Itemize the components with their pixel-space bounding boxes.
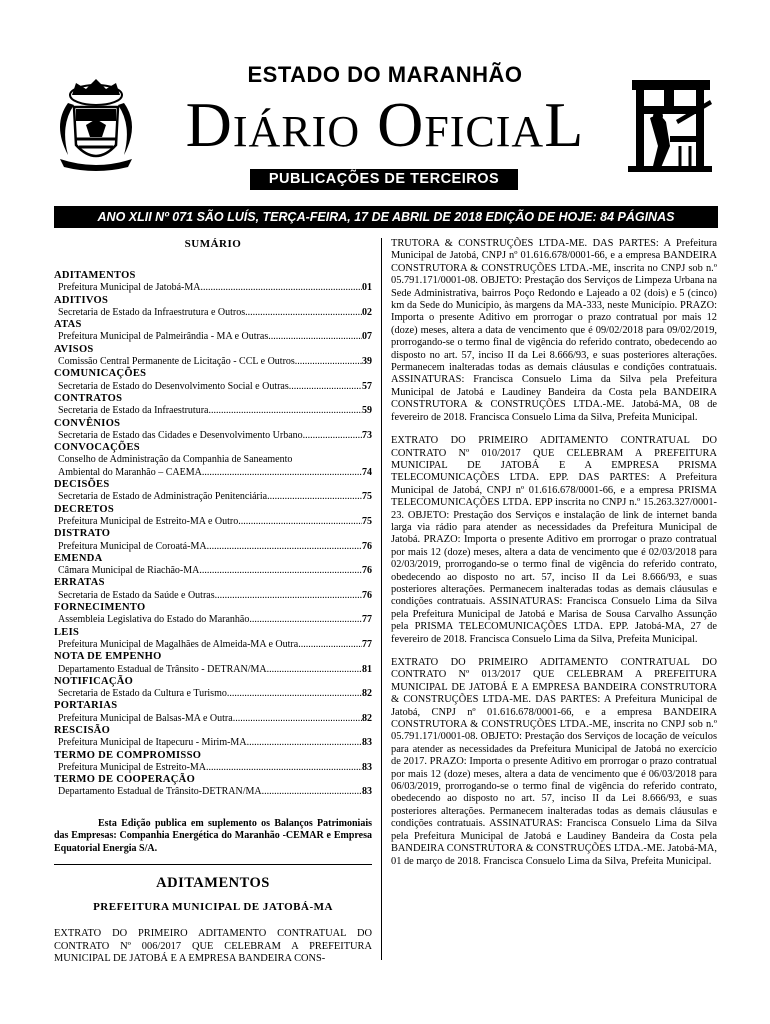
toc-page-number: 74 <box>362 466 372 478</box>
toc-section-title: AVISOS <box>54 343 94 355</box>
toc-leader-dots <box>247 737 362 749</box>
toc-leader-dots <box>215 590 362 602</box>
masthead <box>0 0 770 235</box>
toc-entry[interactable] <box>54 381 372 393</box>
toc-page-number: 76 <box>362 565 372 577</box>
section-heading: ADITAMENTOS <box>156 875 270 892</box>
toc-leader-dots <box>268 331 362 343</box>
toc-page-number: 83 <box>362 737 372 749</box>
toc-section-title: CONVÊNIOS <box>54 417 121 429</box>
toc-entry[interactable] <box>54 713 372 725</box>
toc-entry-text: Prefeitura Municipal de Balsas-MA e Outra <box>58 712 233 724</box>
toc-section-title: RESCISÃO <box>54 724 111 736</box>
toc-entry-text: Prefeitura Municipal de Estreito-MA e Outro <box>58 515 239 527</box>
toc-page-number: 39 <box>362 356 372 368</box>
toc-page-number: 02 <box>362 306 372 318</box>
toc-entry[interactable] <box>54 331 372 343</box>
toc-section-title: TERMO DE COMPROMISSO <box>54 749 202 761</box>
toc-leader-dots <box>313 430 362 442</box>
toc-entry[interactable] <box>54 786 372 798</box>
toc-entry[interactable] <box>54 541 372 553</box>
toc-entry[interactable] <box>54 737 372 749</box>
toc-page-number: 81 <box>362 663 372 675</box>
toc-leader-dots <box>202 467 362 479</box>
toc-entry-text: Comissão Central Permanente de Licitação - CCL e Outros <box>58 356 295 368</box>
toc-page-number: 82 <box>362 688 372 700</box>
toc-leader-dots <box>245 307 362 319</box>
extract-paragraph-3: EXTRATO DO PRIMEIRO ADITAMENTO CONTRATUAL DO CONTRATO Nº 013/2017 QUE CELEBRAM A PREFEITURA MUNICIPAL DE JATOBÁ E A EMPRESA BANDEIRA CONSTRUTORA & CONSTRUÇÕES LTDA-ME. DAS PARTES: A Prefeitura Municipal de Jatobá, CNPJ nº 01.616.678/0001-66, e a empresa BANDEIRA CONSTRUTORA & CONSTRUÇÕES LTDA.-ME, inscrita no CNPJ sob n.º 05.791.171/0001-08. OBJETO: Prestação dos Serviços de locação de veículos para atender as necessidades da Prefeitura Municipal de Jatobá no exercício de 2017. PRAZO: Importa o presente Aditivo em prorrogar o prazo contratual por mais 12 (doze) meses, altera a data de vencimento que é 06/03/2018 para 06/03/2019, prorrogando-se o termo final de vigência do referido contrato, obedecendo ao disposto no art. 57, inciso II da Lei 8.666/93, e suas posteriores alterações. Permanecem inalteradas todas as demais cláusulas e condições contratuais. ASSINATURAS: Francisca Consuelo Lima da Silva pela Prefeitura Municipal de Jatobá e Laudiney Bandeira da Costa pela BANDEIRA CONSTRUTORA & CONSTRUÇÕES LTDA.-ME. Jatobá-MA, 01 de março de 2018. Francisca Consuelo Lima da Silva, Prefeita Municipal. <box>391 657 717 867</box>
toc-entry[interactable] <box>54 516 372 528</box>
toc-entry[interactable] <box>54 762 372 774</box>
toc-leader-dots <box>298 639 362 651</box>
toc-page-number: 77 <box>362 614 372 626</box>
toc-leader-dots <box>206 762 362 774</box>
toc-page-number: 07 <box>362 331 372 343</box>
toc-section-title: ADITIVOS <box>54 294 109 306</box>
toc-section-title: ADITAMENTOS <box>54 270 136 281</box>
toc-section-title: TERMO DE COOPERAÇÃO <box>54 774 196 786</box>
toc-entry[interactable] <box>54 282 372 294</box>
toc-entry[interactable] <box>54 491 372 503</box>
printing-press-icon <box>624 76 716 174</box>
divider <box>54 864 372 865</box>
left-column <box>54 238 372 965</box>
toc-entry[interactable] <box>54 688 372 700</box>
toc-section-title: DECRETOS <box>54 503 114 515</box>
toc-page-number: 57 <box>362 380 372 392</box>
toc-section-title: DECISÕES <box>54 479 110 491</box>
toc-section-title: ERRATAS <box>54 577 105 589</box>
toc-entry-line <box>54 454 372 466</box>
toc-entry-text: Departamento Estadual de Trânsito - DETRAN/MA <box>58 663 267 675</box>
toc-entry[interactable] <box>54 356 372 368</box>
title-part-ficia: FICIA <box>424 107 545 156</box>
toc-page-number: 01 <box>362 282 372 294</box>
toc-entry[interactable] <box>54 307 372 319</box>
toc-leader-dots <box>267 491 362 503</box>
toc-page-number: 73 <box>362 429 372 441</box>
toc-entry-text: Assembleia Legislativa do Estado do Maranhão <box>58 614 250 626</box>
toc-section-title: ATAS <box>54 319 82 331</box>
state-name: ESTADO DO MARANHÃO <box>247 62 523 87</box>
title-letter-l: L <box>544 89 585 160</box>
toc-entry-text: Ambiental do Maranhão – CAEMA <box>58 466 202 478</box>
extract-paragraph-1-continued: TRUTORA & CONSTRUÇÕES LTDA-ME. DAS PARTES: A Prefeitura Municipal de Jatobá, CNPJ nº 01.616.678/0001-66, e a empresa BANDEIRA CONSTRUTORA & CONSTRUÇÕES LTDA.-ME, inscrita no CNPJ sob n.º 05.791.171/0001-08. OBJETO: Prestação dos Serviços de Limpeza Urbana na Sede Administrativa, bairros Poço Redondo e Lajeado a 02 (dois) e 5 (cinco) km da Sede do Município, às margens da MA-333, neste Município. PRAZO: Importa o presente Aditivo em prorrogar o prazo contratual por mais 12 (doze) meses, altera a data de vencimento que é 09/02/2018 para 09/02/2019, prorrogando-se o termo final de vigência do referido contrato, obedecendo ao disposto no art. 57, inciso II da Lei 8.666/93, e suas posteriores alterações. Permanecem inalteradas todas as demais cláusulas e condições contratuais. ASSINATURAS: Francisca Consuelo Lima da Silva pela Prefeitura Municipal de Jatobá e Laudiney Bandeira da Costa pela BANDEIRA CONSTRUTORA & CONSTRUÇÕES LTDA.-ME. Jatobá-MA, 08 de fevereiro de 2018. Francisca Consuelo Lima da Silva, Prefeita Municipal. <box>391 238 717 423</box>
toc-leader-dots <box>200 282 362 294</box>
toc-leader-dots <box>262 786 362 798</box>
toc-leader-dots <box>267 664 362 676</box>
toc-leader-dots <box>295 356 362 368</box>
toc-entry[interactable] <box>54 664 372 676</box>
toc-entry[interactable] <box>54 590 372 602</box>
edition-banner: ANO XLII Nº 071 SÃO LUÍS, TERÇA-FEIRA, 17 DE ABRIL DE 2018 EDIÇÃO DE HOJE: 84 PÁGINAS <box>54 206 718 228</box>
toc-section-title: CONTRATOS <box>54 392 123 404</box>
toc-page-number: 82 <box>362 712 372 724</box>
sub-heading: PREFEITURA MUNICIPAL DE JATOBÁ-MA <box>93 901 333 914</box>
extract-paragraph-2: EXTRATO DO PRIMEIRO ADITAMENTO CONTRATUAL DO CONTRATO Nº 010/2017 QUE CELEBRAM A PREFEITURA MUNICIPAL DE JATOBÁ E A EMPRESA PRISMA TELECOMUNICAÇÕES LTDA. EPP. DAS PARTES: A Prefeitura Municipal de Jatobá, CNPJ nº 01.616.678/0001-66, e a empresa PRISMA TELECOMUNICAÇÕES LTDA. EPP inscrita no CNPJ n.º 15.263.327/0001-23. OBJETO: Prestação dos Serviços e instalação de link de internet banda larga via rádio para atender as necessidades da Prefeitura Municipal de Jatobá. PRAZO: Importa o presente Aditivo em prorrogar o prazo contratual por mais 12 (doze) meses, altera a data de vencimento que é 02/03/2018 para 02/03/2019, prorrogando-se o termo final de vigência do referido contrato, obedecendo ao disposto no art. 57, inciso II da Lei 8.666/93, e suas posteriores alterações. Permanecem inalteradas todas as demais cláusulas e condições contratuais. ASSINATURAS: Francisca Consuelo Lima da Silva pela Prefeitura Municipal de Jatobá e Marisa de Sousa Carvalho Assunção pela PRISMA TELECOMUNICAÇÕES LTDA. EPP. Jatobá-MA, 27 de fevereiro de 2018. Francisca Consuelo Lima da Silva, Prefeita Municipal. <box>391 435 717 645</box>
toc-entry-text: Secretaria de Estado de Administração Penitenciária <box>58 491 268 503</box>
toc-entry[interactable] <box>54 614 372 626</box>
toc-entry[interactable] <box>54 565 372 577</box>
toc-leader-dots <box>199 565 362 577</box>
toc-entry-text: Prefeitura Municipal de Itapecuru - Mirim-MA <box>58 737 247 749</box>
toc-section-title: FORNECIMENTO <box>54 602 146 614</box>
toc-leader-dots <box>249 614 362 626</box>
toc-section-title: NOTIFICAÇÃO <box>54 675 134 687</box>
sumario-title: SUMÁRIO <box>184 238 242 250</box>
toc-section-title: COMUNICAÇÕES <box>54 368 147 380</box>
toc-leader-dots <box>233 713 362 725</box>
extract-paragraph-1-start: EXTRATO DO PRIMEIRO ADITAMENTO CONTRATUAL DO CONTRATO Nº 006/2017 QUE CELEBRAM A PREFEITURA MUNICIPAL DE JATOBÁ E A EMPRESA BANDEIRA CONS- <box>54 928 372 965</box>
toc-leader-dots <box>238 516 362 528</box>
toc-entry-text: Prefeitura Municipal de Jatobá-MA <box>58 282 201 294</box>
toc-leader-dots <box>289 381 362 393</box>
toc-entry-text: Secretaria de Estado da Infraestrutura e Outros <box>58 306 246 318</box>
toc-page-number: 76 <box>362 589 372 601</box>
toc-leader-dots <box>207 541 362 553</box>
toc-section-title: EMENDA <box>54 552 103 564</box>
toc-entry[interactable] <box>54 467 372 479</box>
toc-leader-dots <box>227 688 362 700</box>
toc-page-number: 75 <box>362 515 372 527</box>
title-letter-d: D <box>185 89 233 160</box>
toc-page-number: 77 <box>362 638 372 650</box>
toc-section-title: CONVOCAÇÕES <box>54 442 140 454</box>
toc-page-number: 75 <box>362 491 372 503</box>
toc-page-number: 59 <box>362 405 372 417</box>
toc-page-number: 76 <box>362 540 372 552</box>
toc-section-title: PORTARIAS <box>54 700 118 712</box>
supplement-note: Esta Edição publica em suplemento os Balanços Patrimoniais das Empresas: Companhia Energética do Maranhão -CEMAR e Empresa Equatorial Energia S/A. <box>54 817 372 854</box>
toc-entry-text: Prefeitura Municipal de Coroatá-MA <box>58 540 207 552</box>
toc-section-title: NOTA DE EMPENHO <box>54 651 162 663</box>
toc-entry-text: Secretaria de Estado da Cultura e Turismo <box>58 688 227 700</box>
column-divider <box>381 238 382 960</box>
publicacoes-banner: PUBLICAÇÕES DE TERCEIROS <box>250 169 518 190</box>
title-letter-o: O <box>377 89 425 160</box>
toc-section-title: LEIS <box>54 626 80 638</box>
table-of-contents <box>54 270 372 799</box>
toc-entry-text: Prefeitura Municipal de Magalhães de Almeida-MA e Outra <box>58 638 299 650</box>
toc-entry-text: Câmara Municipal de Riachão-MA <box>58 565 200 577</box>
toc-entry-text: Departamento Estadual de Trânsito-DETRAN/MA <box>58 786 262 798</box>
toc-page-number: 83 <box>362 786 372 798</box>
toc-page-number: 83 <box>362 761 372 773</box>
toc-leader-dots <box>208 405 362 417</box>
toc-entry-text: Secretaria de Estado do Desenvolvimento Social e Outras <box>58 380 289 392</box>
toc-entry-text: Secretaria de Estado das Cidades e Desenvolvimento Urbano.... <box>58 429 313 441</box>
toc-entry[interactable] <box>54 430 372 442</box>
right-column <box>391 238 717 868</box>
toc-entry-text: Conselho de Administração da Companhia de Saneamento <box>58 454 293 466</box>
toc-entry-text: Secretaria de Estado da Saúde e Outras <box>58 589 215 601</box>
toc-entry-text: Prefeitura Municipal de Estreito-MA <box>58 761 207 773</box>
toc-entry[interactable] <box>54 639 372 651</box>
toc-entry[interactable] <box>54 405 372 417</box>
toc-entry-text: Secretaria de Estado da Infraestrutura <box>58 405 209 417</box>
title-part-iario: IÁRIO <box>232 107 361 156</box>
toc-entry-text: Prefeitura Municipal de Palmeirândia - MA e Outras <box>58 331 269 343</box>
toc-section-title: DISTRATO <box>54 528 111 540</box>
